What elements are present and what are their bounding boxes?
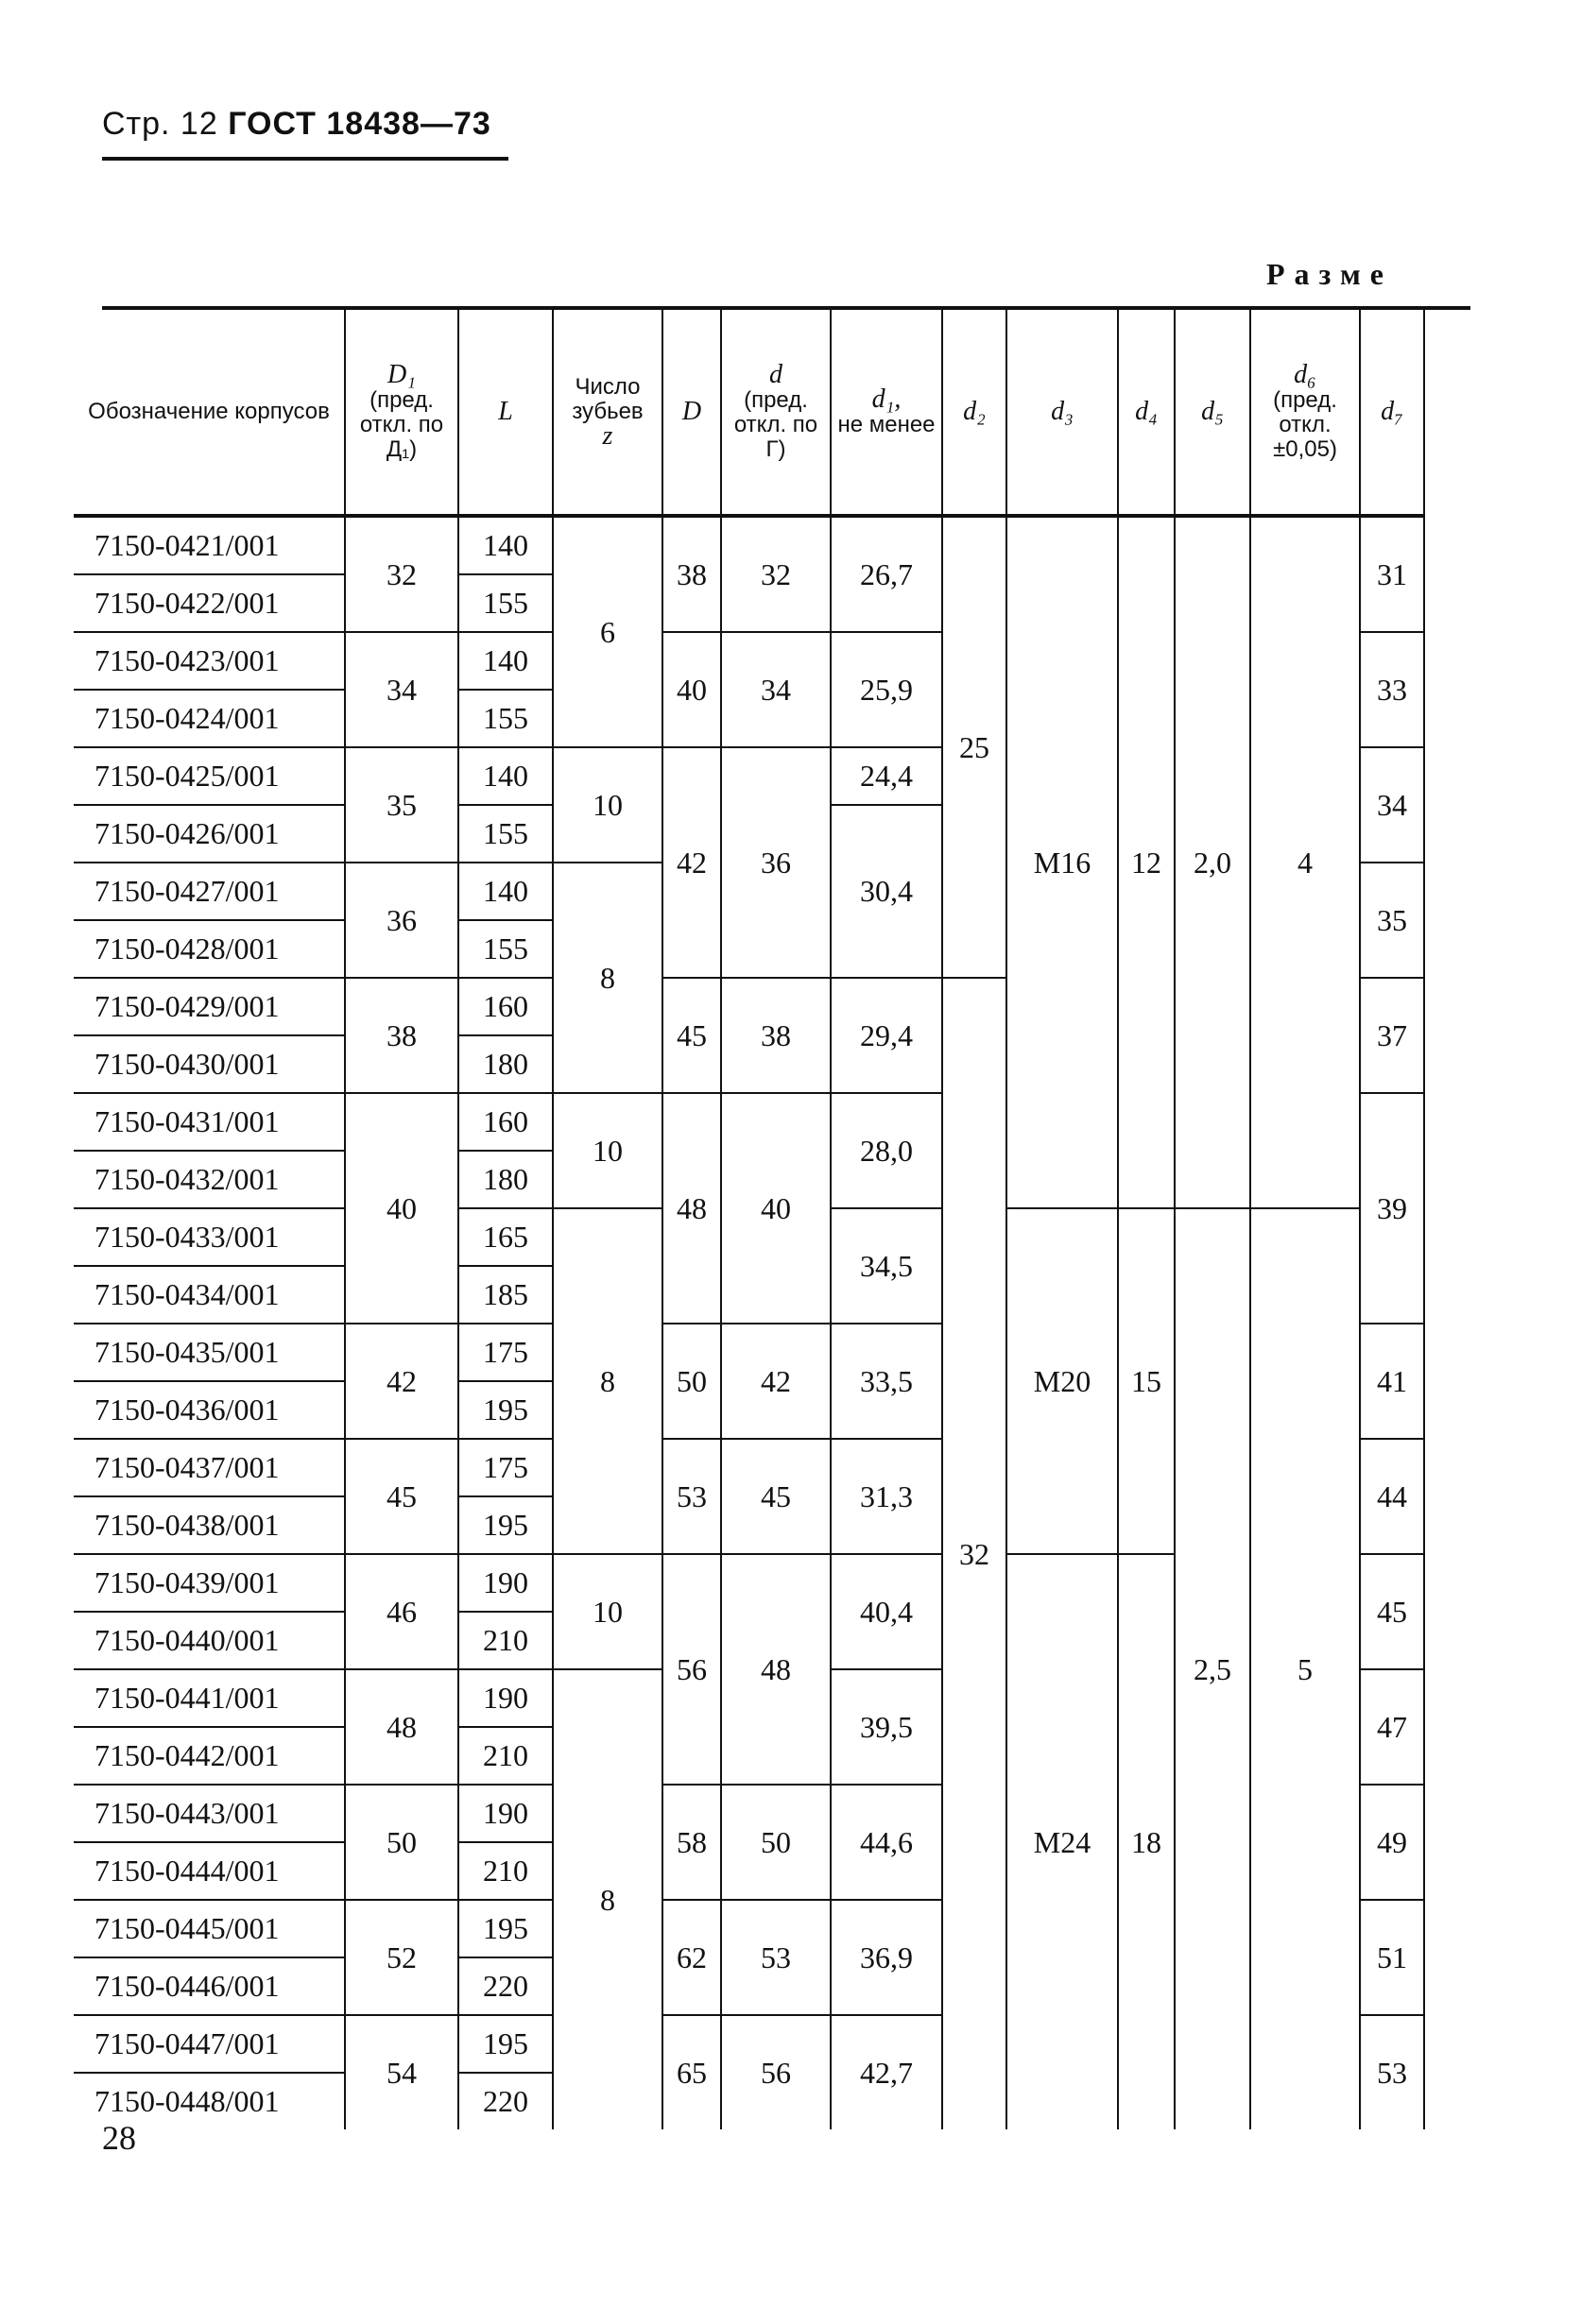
designation-cell: 7150-0438/001	[74, 1496, 345, 1554]
z-value: 6	[553, 516, 662, 747]
col-l: L	[458, 310, 553, 516]
table-row	[74, 516, 1424, 574]
designation-cell: 7150-0446/001	[74, 1957, 345, 2015]
d7-value: 37	[1360, 978, 1424, 1093]
D-value: 50	[662, 1324, 721, 1439]
l-value: 140	[458, 747, 553, 805]
D-value: 42	[662, 747, 721, 978]
col-D: D	[662, 310, 721, 516]
col-d: d (пред. откл. по Г)	[721, 310, 831, 516]
D-value: 65	[662, 2015, 721, 2129]
D-value: 62	[662, 1900, 721, 2015]
d1-value: 40	[345, 1093, 458, 1324]
designation-cell: 7150-0422/001	[74, 574, 345, 632]
d7-value: 49	[1360, 1785, 1424, 1900]
l-value: 220	[458, 2073, 553, 2129]
d7-value: 33	[1360, 632, 1424, 747]
d1-min-value: 44,6	[831, 1785, 942, 1900]
l-value: 190	[458, 1669, 553, 1727]
D-value: 40	[662, 632, 721, 747]
d1-min-value: 42,7	[831, 2015, 942, 2129]
D-value: 48	[662, 1093, 721, 1324]
l-value: 185	[458, 1266, 553, 1324]
d7-value: 39	[1360, 1093, 1424, 1324]
designation-cell: 7150-0423/001	[74, 632, 345, 690]
col-z: Число зубьев z	[553, 310, 662, 516]
designation-cell: 7150-0434/001	[74, 1266, 345, 1324]
l-value: 220	[458, 1957, 553, 2015]
designation-cell: 7150-0425/001	[74, 747, 345, 805]
d1-value: 54	[345, 2015, 458, 2129]
l-value: 195	[458, 1381, 553, 1439]
d1-min-value: 40,4	[831, 1554, 942, 1669]
l-value: 160	[458, 978, 553, 1035]
d7-value: 44	[1360, 1439, 1424, 1554]
designation-cell: 7150-0433/001	[74, 1208, 345, 1266]
l-value: 165	[458, 1208, 553, 1266]
l-value: 190	[458, 1785, 553, 1842]
d1-min-value: 36,9	[831, 1900, 942, 2015]
d1-min-value: 25,9	[831, 632, 942, 747]
d7-value: 41	[1360, 1324, 1424, 1439]
d-value: 50	[721, 1785, 831, 1900]
header-rule	[102, 157, 508, 161]
d1-value: 32	[345, 516, 458, 632]
d6-value: 4	[1250, 516, 1360, 1208]
d2-value: 32	[942, 978, 1006, 2129]
d1-min-value: 24,4	[831, 747, 942, 805]
d7-value: 45	[1360, 1554, 1424, 1669]
table-title: Разме	[1266, 257, 1393, 291]
header-row	[74, 310, 1424, 516]
d1-value: 45	[345, 1439, 458, 1554]
d1-value: 35	[345, 747, 458, 863]
l-value: 140	[458, 863, 553, 920]
d-value: 38	[721, 978, 831, 1093]
d1-value: 36	[345, 863, 458, 978]
d-value: 40	[721, 1093, 831, 1324]
l-value: 195	[458, 2015, 553, 2073]
l-value: 190	[458, 1554, 553, 1612]
col-d3: d₃	[1006, 310, 1118, 516]
d7-value: 34	[1360, 747, 1424, 863]
d1-min-value: 30,4	[831, 805, 942, 978]
l-value: 155	[458, 690, 553, 747]
l-value: 180	[458, 1151, 553, 1208]
d5-value: 2,0	[1175, 516, 1250, 1208]
l-value: 180	[458, 1035, 553, 1093]
l-value: 175	[458, 1439, 553, 1496]
l-value: 140	[458, 516, 553, 574]
d1-value: 48	[345, 1669, 458, 1785]
l-value: 210	[458, 1842, 553, 1900]
designation-cell: 7150-0445/001	[74, 1900, 345, 1957]
d-value: 53	[721, 1900, 831, 2015]
l-value: 210	[458, 1612, 553, 1669]
d5-value: 2,5	[1175, 1208, 1250, 2129]
designation-cell: 7150-0440/001	[74, 1612, 345, 1669]
d4-value: 12	[1118, 516, 1175, 1208]
z-value: 8	[553, 1669, 662, 2129]
d3-value: М20	[1006, 1208, 1118, 1554]
D-value: 38	[662, 516, 721, 632]
page-header	[102, 106, 491, 143]
d7-value: 47	[1360, 1669, 1424, 1785]
col-d2: d₂	[942, 310, 1006, 516]
l-value: 195	[458, 1496, 553, 1554]
col-d6: d₆ (пред. откл. ±0,05)	[1250, 310, 1360, 516]
designation-cell: 7150-0428/001	[74, 920, 345, 978]
d1-min-value: 29,4	[831, 978, 942, 1093]
col-d5: d₅	[1175, 310, 1250, 516]
designation-cell: 7150-0443/001	[74, 1785, 345, 1842]
col-d4: d₄	[1118, 310, 1175, 516]
l-value: 155	[458, 920, 553, 978]
l-value: 175	[458, 1324, 553, 1381]
d-value: 34	[721, 632, 831, 747]
designation-cell: 7150-0441/001	[74, 1669, 345, 1727]
d1-min-value: 31,3	[831, 1439, 942, 1554]
designation-cell: 7150-0432/001	[74, 1151, 345, 1208]
d7-value: 31	[1360, 516, 1424, 632]
d6-value: 5	[1250, 1208, 1360, 2129]
designation-cell: 7150-0430/001	[74, 1035, 345, 1093]
d-value: 56	[721, 2015, 831, 2129]
d7-value: 35	[1360, 863, 1424, 978]
d1-value: 46	[345, 1554, 458, 1669]
d2-value: 25	[942, 516, 1006, 978]
d1-value: 34	[345, 632, 458, 747]
d1-value: 52	[345, 1900, 458, 2015]
dimensions-table	[74, 310, 1425, 2129]
designation-cell: 7150-0437/001	[74, 1439, 345, 1496]
l-value: 160	[458, 1093, 553, 1151]
d7-value: 51	[1360, 1900, 1424, 2015]
page-number: 28	[102, 2119, 136, 2157]
designation-cell: 7150-0435/001	[74, 1324, 345, 1381]
designation-cell: 7150-0442/001	[74, 1727, 345, 1785]
designation-cell: 7150-0444/001	[74, 1842, 345, 1900]
d3-value: М24	[1006, 1554, 1118, 2129]
designation-cell: 7150-0448/001	[74, 2073, 345, 2129]
d1-min-value: 34,5	[831, 1208, 942, 1324]
d1-min-value: 26,7	[831, 516, 942, 632]
d1-min-value: 39,5	[831, 1669, 942, 1785]
D-value: 45	[662, 978, 721, 1093]
designation-cell: 7150-0429/001	[74, 978, 345, 1035]
designation-cell: 7150-0426/001	[74, 805, 345, 863]
l-value: 210	[458, 1727, 553, 1785]
d3-value: М16	[1006, 516, 1118, 1208]
l-value: 155	[458, 805, 553, 863]
designation-cell: 7150-0439/001	[74, 1554, 345, 1612]
l-value: 155	[458, 574, 553, 632]
l-value: 195	[458, 1900, 553, 1957]
page-label: Стр. 12	[102, 106, 218, 142]
D-value: 53	[662, 1439, 721, 1554]
d-value: 42	[721, 1324, 831, 1439]
z-value: 8	[553, 1208, 662, 1554]
z-value: 8	[553, 863, 662, 1093]
d1-value: 42	[345, 1324, 458, 1439]
d4-value: 15	[1118, 1208, 1175, 1554]
d1-value: 50	[345, 1785, 458, 1900]
d1-min-value: 33,5	[831, 1324, 942, 1439]
designation-cell: 7150-0447/001	[74, 2015, 345, 2073]
z-value: 10	[553, 1554, 662, 1669]
d-value: 36	[721, 747, 831, 978]
D-value: 58	[662, 1785, 721, 1900]
designation-cell: 7150-0421/001	[74, 516, 345, 574]
d1-value: 38	[345, 978, 458, 1093]
designation-cell: 7150-0424/001	[74, 690, 345, 747]
col-designation: Обозначение корпусов	[74, 310, 345, 516]
z-value: 10	[553, 747, 662, 863]
col-d1: D₁ (пред. откл. по Д₁)	[345, 310, 458, 516]
standard-code: ГОСТ 18438—73	[228, 106, 491, 142]
d-value: 45	[721, 1439, 831, 1554]
designation-cell: 7150-0427/001	[74, 863, 345, 920]
d1-min-value: 28,0	[831, 1093, 942, 1208]
col-d7: d₇	[1360, 310, 1424, 516]
z-value: 10	[553, 1093, 662, 1208]
col-d1-min: d₁, не менее	[831, 310, 942, 516]
designation-cell: 7150-0436/001	[74, 1381, 345, 1439]
designation-cell: 7150-0431/001	[74, 1093, 345, 1151]
d-value: 32	[721, 516, 831, 632]
d7-value: 53	[1360, 2015, 1424, 2129]
d4-value: 18	[1118, 1554, 1175, 2129]
l-value: 140	[458, 632, 553, 690]
D-value: 56	[662, 1554, 721, 1785]
d-value: 48	[721, 1554, 831, 1785]
